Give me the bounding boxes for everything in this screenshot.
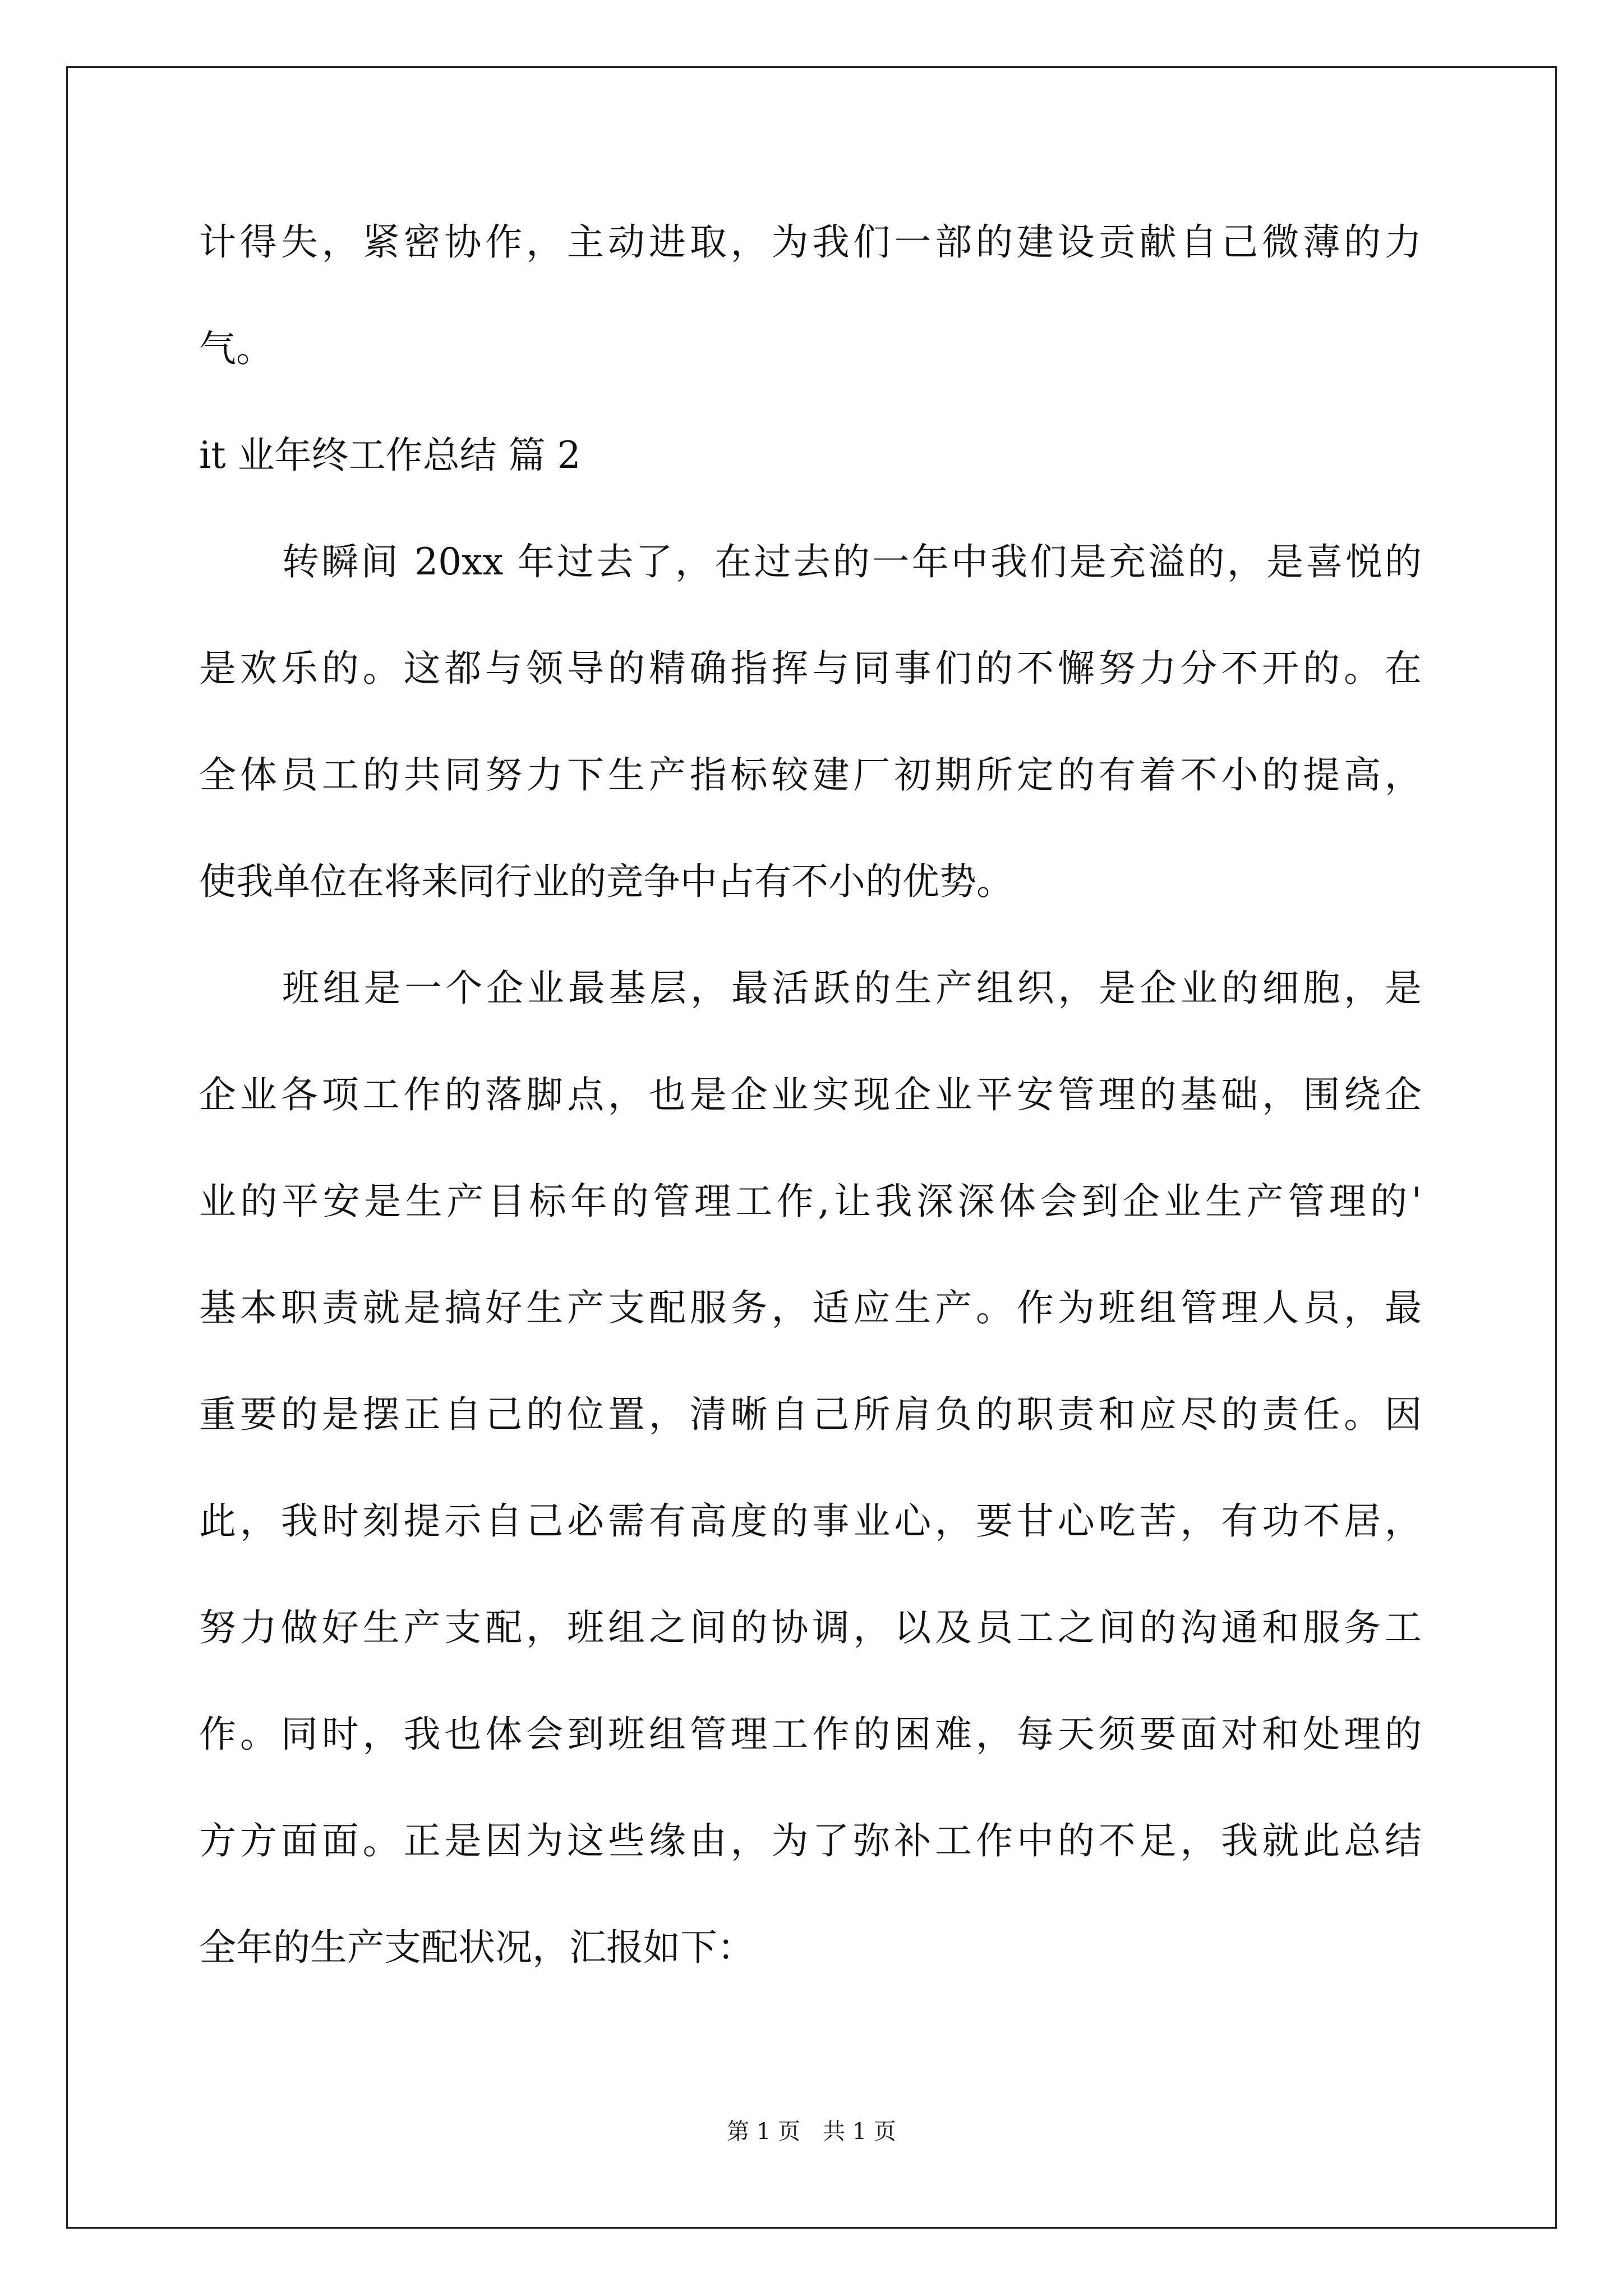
text-line: 基本职责就是搞好生产支配服务，适应生产。作为班组管理人员，最 [199,1286,1422,1329]
text-line: 全年的生产支配状况，汇报如下： [199,1926,754,1969]
text-line: 企业各项工作的落脚点，也是企业实现企业平安管理的基础，围绕企 [199,1073,1422,1116]
text-line: 业的平安是生产目标年的管理工作,让我深深体会到企业生产管理的' [199,1180,1422,1223]
section-heading: it 业年终工作总结 篇 2 [199,434,581,477]
text-line: 此，我时刻提示自己必需有高度的事业心，要甘心吃苦，有功不居， [199,1499,1422,1543]
text-line: 全体员工的共同努力下生产指标较建厂初期所定的有着不小的提高， [199,753,1422,797]
text-line: 使我单位在将来同行业的竞争中占有不小的优势。 [199,860,1013,903]
page-footer: 第 1 页 共 1 页 [727,2119,896,2145]
page-border [66,66,1557,2229]
text-line: 计得失，紧密协作，主动进取，为我们一部的建设贡献自己微薄的力 [199,220,1422,264]
text-line: 气。 [199,327,273,370]
text-line: 重要的是摆正自己的位置，清晰自己所肩负的职责和应尽的责任。因 [199,1393,1422,1436]
text-line: 班组是一个企业最基层，最活跃的生产组织，是企业的细胞，是 [282,967,1422,1010]
text-line: 努力做好生产支配，班组之间的协调，以及员工之间的沟通和服务工 [199,1606,1422,1649]
text-line: 是欢乐的。这都与领导的精确指挥与同事们的不懈努力分不开的。在 [199,647,1422,690]
text-line: 作。同时，我也体会到班组管理工作的困难，每天须要面对和处理的 [199,1713,1422,1756]
text-line: 转瞬间 20xx 年过去了，在过去的一年中我们是充溢的，是喜悦的 [282,540,1422,583]
text-line: 方方面面。正是因为这些缘由，为了弥补工作中的不足，我就此总结 [199,1819,1422,1862]
